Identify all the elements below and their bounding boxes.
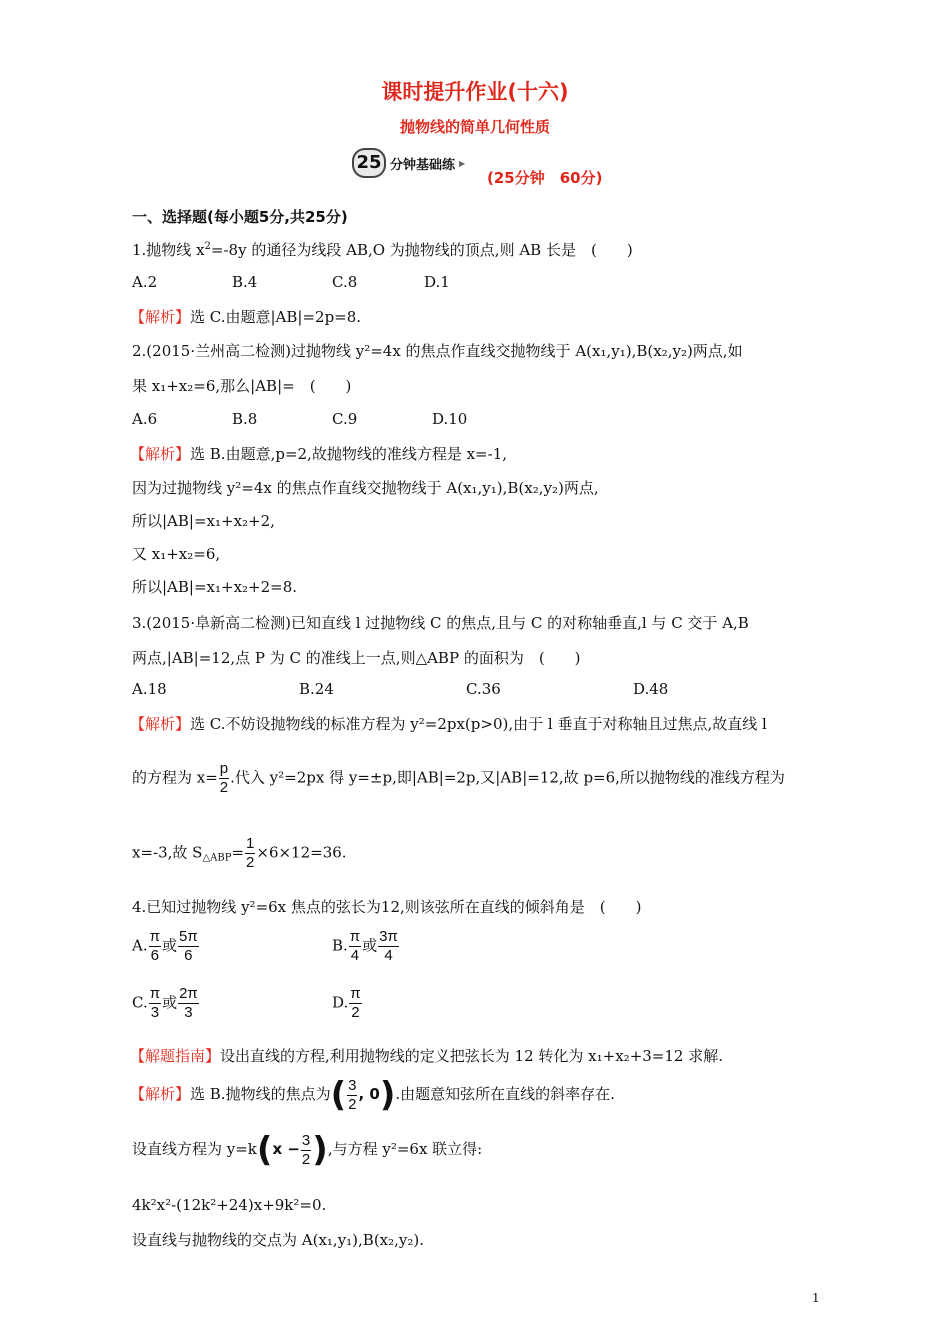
- q2-analysis-line2: 因为过抛物线 y²=4x 的焦点作直线交抛物线于 A(x₁,y₁),B(x₂,y₂)两点,: [132, 479, 599, 497]
- q2-stem-line2: 果 x₁+x₂=6,那么|AB|= ( ): [132, 377, 352, 395]
- fraction-p-over-2: $\frac{p}{2}$: [219, 760, 229, 796]
- q3-stem-line1: 3.(2015·阜新高二检测)已知直线 l 过抛物线 C 的焦点,且与 C 的对称轴垂直,l 与 C 交于 A,B: [132, 614, 749, 632]
- hint-tag: 【解题指南】: [130, 1047, 221, 1065]
- timing-label: (25分钟 60分): [487, 169, 603, 187]
- q3-analysis-line2: 的方程为 x= $\frac{p}{2}$ .代入 y²=2px 得 y=±p,即|AB|=2p,又|AB|=12,故 p=6,所以抛物线的准线方程为: [132, 760, 785, 796]
- q3-analysis-text: 选 C.不妨设抛物线的标准方程为 y²=2px(p>0),由于 l 垂直于对称轴且过焦点,故直线 l: [190, 715, 767, 733]
- q1-analysis-text: 选 C.由题意|AB|=2p=8.: [190, 308, 362, 326]
- q1-option-c: C.8: [332, 273, 358, 291]
- q2-analysis-text: 选 B.由题意,p=2,故抛物线的准线方程是 x=-1,: [190, 445, 508, 463]
- q2-analysis-line1: [130, 443, 507, 464]
- q2-option-d: D.10: [432, 410, 468, 428]
- q4-stem: 4.已知过抛物线 y²=6x 焦点的弦长为12,则该弦所在直线的倾斜角是 ( ): [132, 898, 642, 916]
- q1-stem-b: =-8y 的通径为线段 AB,O 为抛物线的顶点,则 AB 长是 ( ): [210, 241, 633, 259]
- q4-analysis-line4: 设直线与抛物线的交点为 A(x₁,y₁),B(x₂,y₂).: [132, 1231, 425, 1249]
- q2-analysis-line3: 所以|AB|=x₁+x₂+2,: [132, 512, 275, 530]
- q4-analysis-line2: 设直线方程为 y=k(x − $\frac{3}{2}$ ),与方程 y²=6x 联立得:: [132, 1130, 483, 1170]
- q2-analysis-line5: 所以|AB|=x₁+x₂+2=8.: [132, 578, 298, 596]
- q4-hint: [130, 1045, 723, 1066]
- badge-number: 25: [352, 148, 386, 178]
- q1-option-a: A.2: [132, 273, 158, 291]
- q4-option-b: B. $\frac{\pi}{4}$ 或 $\frac{3\pi}{4}$: [332, 928, 398, 964]
- analysis-tag: 【解析】: [130, 1085, 191, 1103]
- q4-hint-text: 设出直线的方程,利用抛物线的定义把弦长为 12 转化为 x₁+x₂+3=12 求解.: [220, 1047, 723, 1065]
- fraction-1-over-2: $\frac{1}{2}$: [246, 835, 255, 871]
- section-badge: [352, 148, 465, 178]
- q2-option-c: C.9: [332, 410, 358, 428]
- q2-option-a: A.6: [132, 410, 158, 428]
- q3-option-b: B.24: [299, 680, 334, 698]
- page-title: 课时提升作业(十六): [381, 80, 569, 104]
- q4-option-a: A. $\frac{\pi}{6}$ 或 $\frac{5\pi}{6}$: [132, 928, 198, 964]
- page-subtitle: 抛物线的简单几何性质: [399, 118, 550, 136]
- q3-stem-line2: 两点,|AB|=12,点 P 为 C 的准线上一点,则△ABP 的面积为 ( ): [132, 649, 581, 667]
- analysis-tag: 【解析】: [130, 445, 191, 463]
- q1-analysis: [130, 306, 361, 327]
- q4-option-d: D. $\frac{\pi}{2}$: [332, 985, 361, 1021]
- q3-option-c: C.36: [466, 680, 501, 698]
- q3-analysis-line1: [130, 713, 767, 734]
- q4-analysis-line1: 【解析】选 B.抛物线的焦点为( $\frac{3}{2}$ , 0).由题意知弦所在直线的斜率存在.: [130, 1075, 615, 1115]
- q1-stem-a: 1.抛物线 x: [132, 241, 205, 259]
- badge-arrow-icon: ▶: [459, 158, 466, 168]
- page-number: 1: [812, 1291, 820, 1305]
- q2-stem-line1: 2.(2015·兰州高二检测)过抛物线 y²=4x 的焦点作直线交抛物线于 A(x₁,y₁),B(x₂,y₂)两点,如: [132, 342, 743, 360]
- q3-analysis-line3: x=-3,故 $S_{\triangle ABP}=$ $\frac{1}{2}$ ×6×12=36.: [132, 835, 347, 871]
- q1-option-d: D.1: [424, 273, 450, 291]
- section-heading: 一、选择题(每小题5分,共25分): [132, 208, 348, 226]
- badge-text: 分钟基础练: [390, 157, 456, 173]
- q3-option-a: A.18: [132, 680, 167, 698]
- analysis-tag: 【解析】: [130, 715, 191, 733]
- q2-analysis-line4: 又 x₁+x₂=6,: [132, 545, 221, 563]
- q4-option-c: C. $\frac{\pi}{3}$ 或 $\frac{2\pi}{3}$: [132, 985, 198, 1021]
- q1-option-b: B.4: [232, 273, 258, 291]
- q4-analysis-line3: 4k²x²-(12k²+24)x+9k²=0.: [132, 1196, 327, 1214]
- q3-option-d: D.48: [633, 680, 669, 698]
- question-1-stem: 1.抛物线 $x^2=-8y$ 的通径为线段 AB,O 为抛物线的顶点,则 AB 长是 ( ): [132, 241, 633, 259]
- analysis-tag: 【解析】: [130, 308, 191, 326]
- q2-option-b: B.8: [232, 410, 258, 428]
